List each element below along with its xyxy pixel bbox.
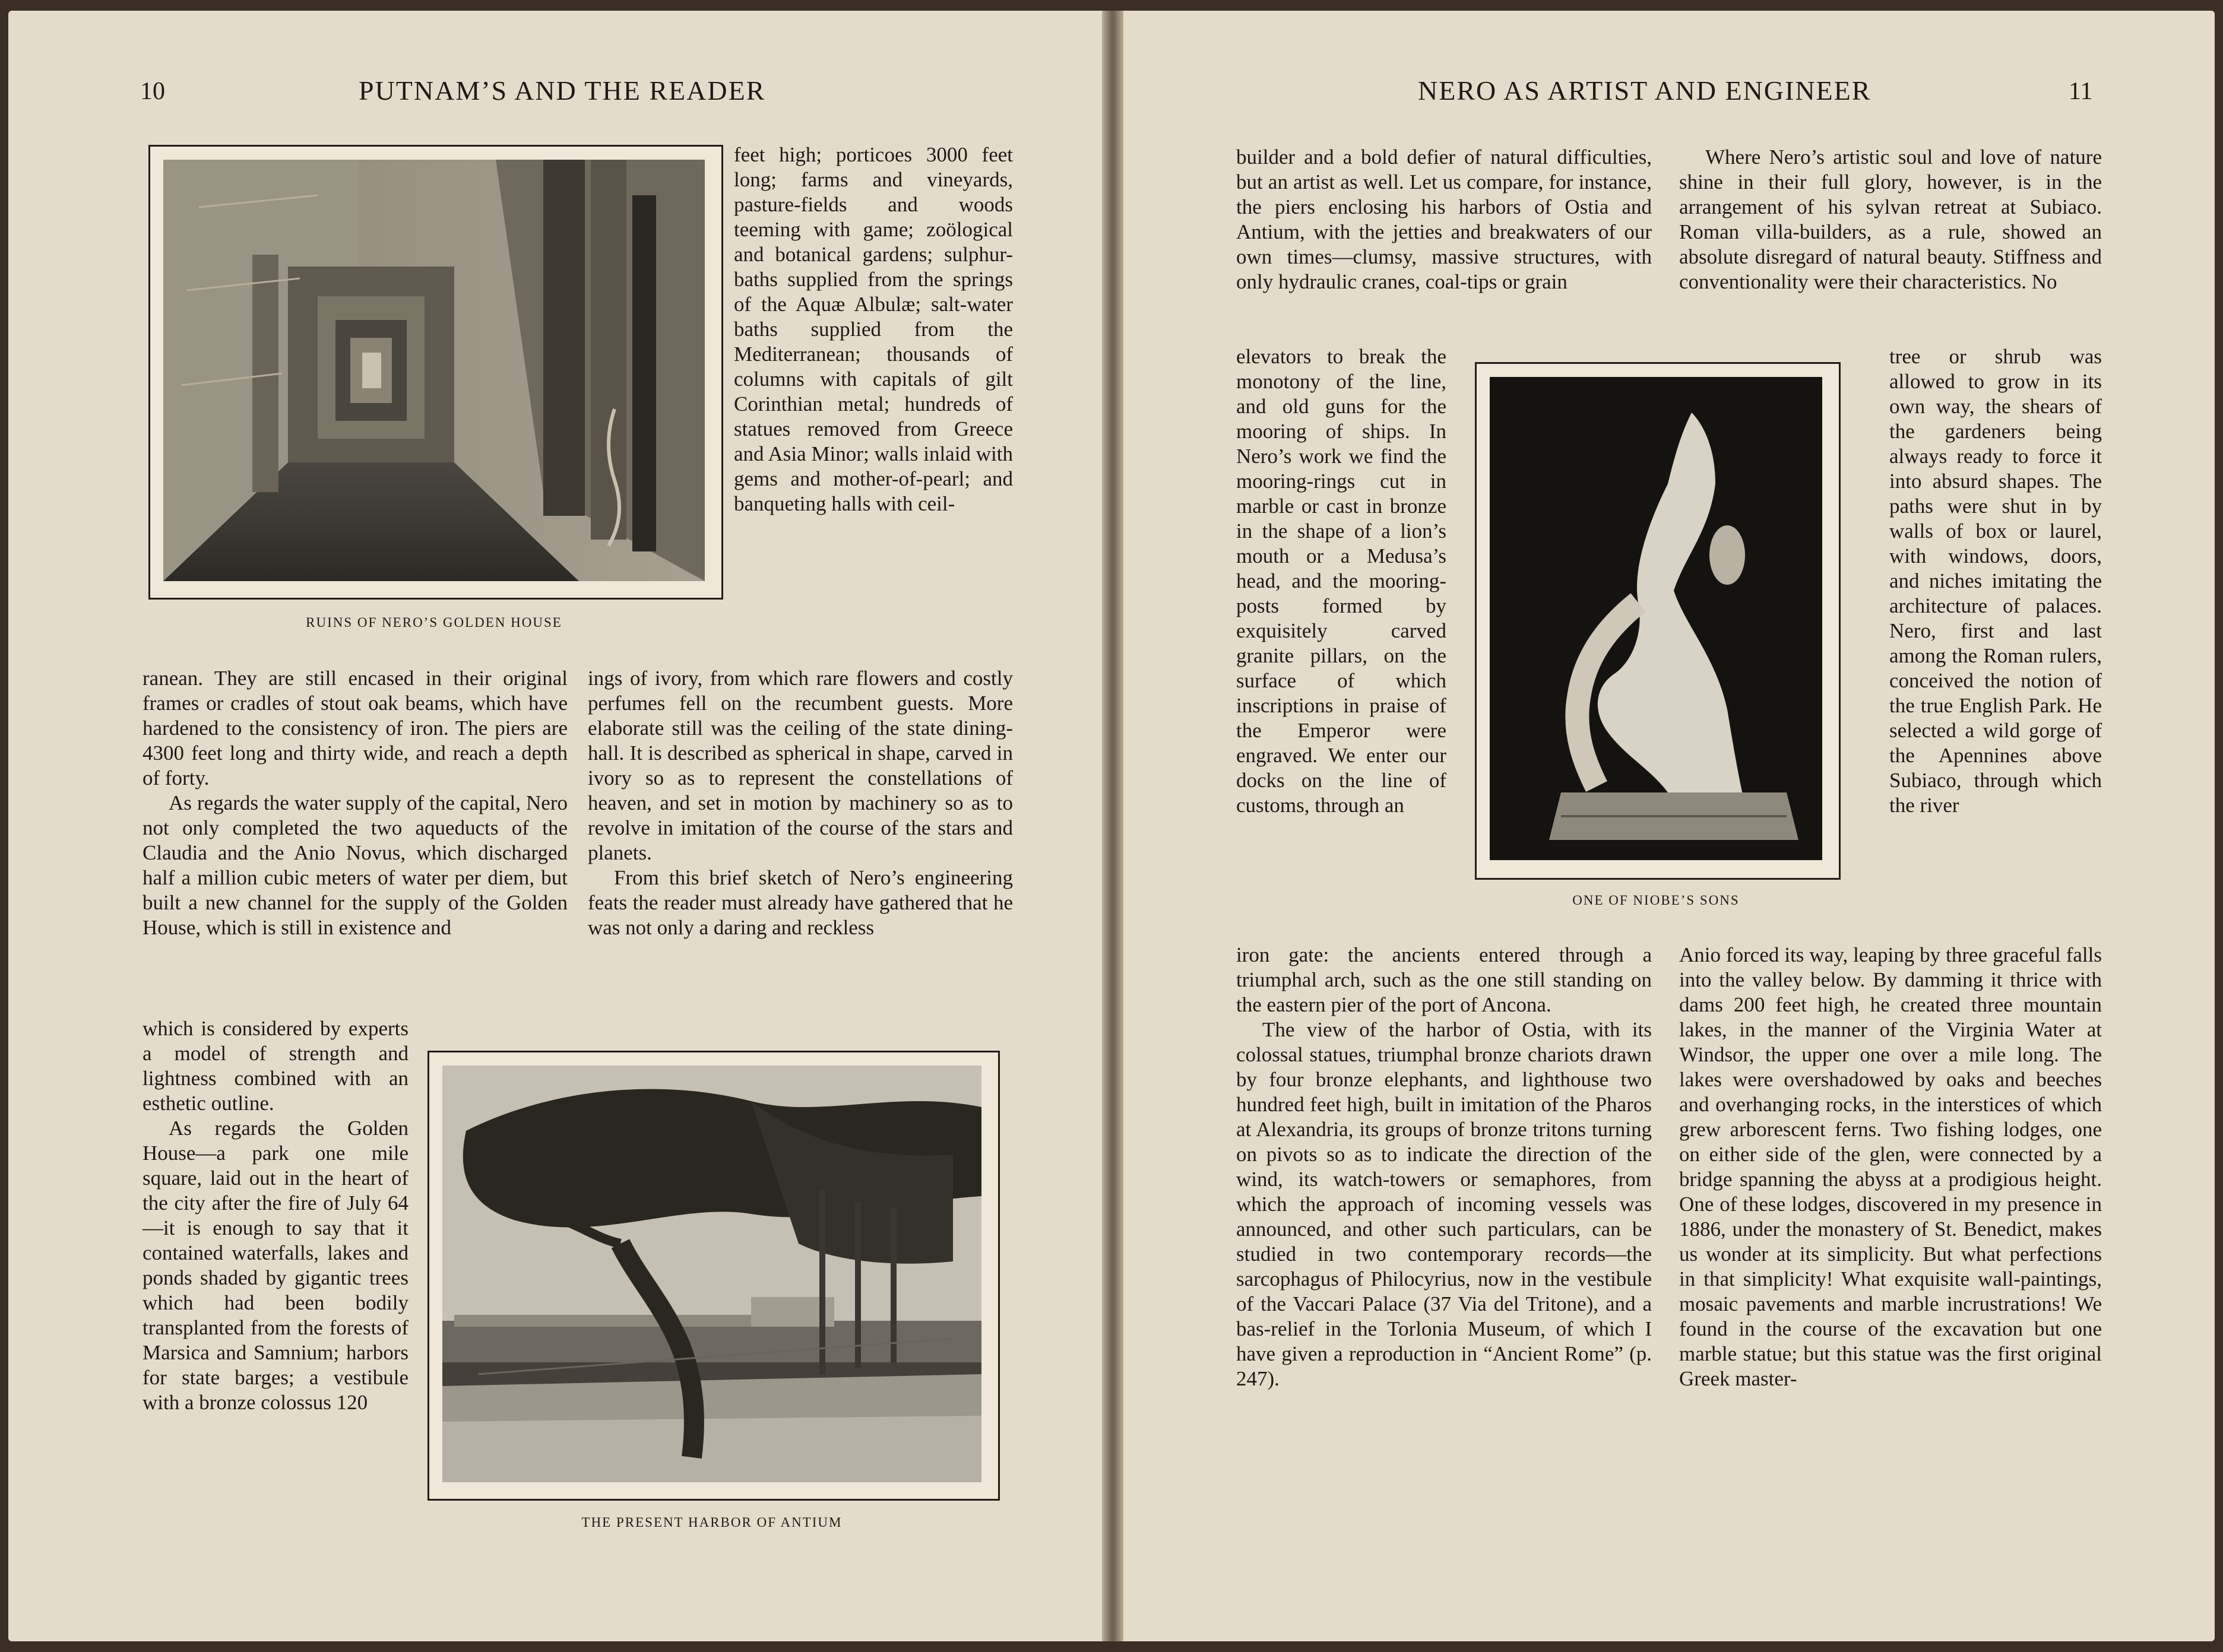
column-text-top-right — [734, 142, 1013, 516]
column-right-narrow — [1889, 344, 2102, 818]
paragraph: The view of the harbor of Ostia, with its colossal statues, triumphal bronze chariots drawn by four bronze elephants, and lighthouse two hundred feet high, built in imitation of the Pharos at Alexandria, its groups of bronze tritons turning on pivots so as to indicate the direction of the wind, its watch-towers or semaphores, from which the approach of incoming vessels was announced, and other such particulars, can be studied in two contemporary records—the sarcophagus of Philocyrius, now in the vestibule of the Vaccari Palace (37 Via del Tritone), and a bas-relief in the Torlonia Museum, of which I have given a reproduction in “Ancient Rome” (p. 247). — [1236, 1018, 1652, 1390]
caption-golden-house: RUINS OF NERO’S GOLDEN HOUSE — [306, 615, 562, 630]
paragraph: Anio forced its way, leaping by three graceful falls into the valley below. By damming it thrice with dams 200 feet high, he created three mountain lakes, in the manner of the Virginia Water at Windsor, the upper one over a mile long. The lakes were overshadowed by oaks and beeches and overhanging rocks, in the interstices of which grew arborescent ferns. Two fishing lodges, one on either side of the glen, were connected by a bridge spanning the abyss at a prodigious height. One of these lodges, discovered in my presence in 1886, under the monastery of St. Benedict, makes us wonder at its simplicity. But what perfections in that simplicity! What exquisite wall-paintings, mosaic pavements and marble incrustrations! We found in the course of the excavation but one marble statue; but this statue was the first original Greek master- — [1679, 943, 2102, 1390]
photo-niobe-son — [1490, 377, 1822, 860]
paragraph: Where Nero’s artistic soul and love of nature shine in their full glory, however, is in the arrangement of his sylvan retreat at Subiaco. Roman villa-builders, as a rule, showed an absolute disregard of natural beauty. Stiffness and conventionality were their characteristics. No — [1679, 145, 2102, 293]
column-right-top — [1679, 145, 2102, 294]
column-left-bottom — [142, 1016, 408, 1415]
paragraph: ranean. They are still encased in their original frames or cradles of stout oak beams, which have hardened to the consistency of iron. The piers are 4300 feet long and thirty wide, and reach a depth of forty. — [142, 667, 568, 789]
column-right-bottom — [1679, 943, 2102, 1391]
column-left-narrow — [1236, 344, 1446, 818]
column-left-middle — [142, 666, 568, 940]
figure-golden-house-ruins — [148, 145, 723, 600]
paragraph: ings of ivory, from which rare flowers and costly perfumes fell on the recumbent guests. More elaborate still was the ceiling of the state dining-hall. It is described as spherical in shape, carved in ivory so as to represent the constellations of heaven, and set in motion by machinery so as to revolve in imitation of the course of the stars and planets. — [588, 667, 1013, 864]
paragraph: builder and a bold defier of natural difficulties, but an artist as well. Let us compare, for instance, the piers enclosing his harbors of Ostia and Antium, with the jetties and breakwaters of our own times—clumsy, massive structures, with only hydraulic cranes, coal-tips or grain — [1236, 145, 1652, 293]
paragraph: iron gate: the ancients entered through a triumphal arch, such as the one still standing on the eastern pier of the port of Ancona. — [1236, 943, 1652, 1016]
column-right-middle — [588, 666, 1013, 940]
paragraph: which is considered by experts a model of strength and lightness combined with an esthetic outline. — [142, 1017, 408, 1115]
column-left-bottom — [1236, 943, 1652, 1391]
paragraph: As regards the Golden House—a park one mile square, laid out in the heart of the city after the fire of July 64—it is enough to say that it contained waterfalls, lakes and ponds shaded by gigantic trees which had been bodily transplanted from the forests of Marsica and Samnium; harbors for state barges; a vestibule with a bronze colossus 120 — [142, 1117, 408, 1414]
caption-niobe-son: ONE OF NIOBE’S SONS — [1572, 893, 1740, 908]
page-number: 11 — [2069, 78, 2093, 105]
book-gutter — [1102, 11, 1123, 1641]
running-head: NERO AS ARTIST AND ENGINEER — [1418, 75, 1872, 106]
paragraph: From this brief sketch of Nero’s engineering feats the reader must already have gathered that he was not only a daring and reckless — [588, 866, 1013, 939]
paragraph: tree or shrub was allowed to grow in its own way, the shears of the gardeners being always ready to force it into absurd shapes. The paths were shut in by walls of box or laurel, with windows, doors, and niches imitating the architecture of palaces. Nero, first and last among the Roman rulers, conceived the notion of the true English Park. He selected a wild gorge of the Apennines above Subiaco, through which the river — [1889, 345, 2102, 817]
paragraph: As regards the water supply of the capital, Nero not only completed the two aqueducts of the Claudia and the Anio Novus, which discharged half a million cubic meters of water per diem, but built a new channel for the supply of the Golden House, which is still in existence and — [142, 791, 568, 939]
caption-harbor-antium: THE PRESENT HARBOR OF ANTIUM — [581, 1515, 843, 1530]
paragraph: feet high; porticoes 3000 feet long; farms and vineyards, pasture-fields and woods teeming with game; zoölogical and botanical gardens; sulphur-baths supplied from the springs of the Aquæ Albulæ; salt-water baths supplied from the Mediterranean; thousands of columns with capitals of gilt Corinthian metal; hundreds of statues removed from Greece and Asia Minor; walls inlaid with gems and mother-of-pearl; and banqueting halls with ceil- — [734, 143, 1013, 515]
left-page — [8, 11, 1102, 1641]
photo-golden-house-ruins — [163, 160, 705, 581]
column-left-top — [1236, 145, 1652, 294]
page-number: 10 — [140, 78, 165, 105]
figure-harbor-antium — [428, 1051, 1000, 1501]
right-page — [1123, 11, 2215, 1641]
paragraph: elevators to break the monotony of the line, and old guns for the mooring of ships. In Nero’s work we find the mooring-rings cut in marble or cast in bronze in the shape of a lion’s mouth or a Medusa’s head, and the mooring-posts formed by exquisitely carved granite pillars, on the surface of which inscriptions in praise of the Emperor were engraved. We enter our docks on the line of customs, through an — [1236, 345, 1446, 817]
figure-niobe-son — [1475, 362, 1841, 880]
running-head: PUTNAM’S AND THE READER — [359, 75, 766, 106]
photo-harbor-antium — [442, 1066, 981, 1482]
